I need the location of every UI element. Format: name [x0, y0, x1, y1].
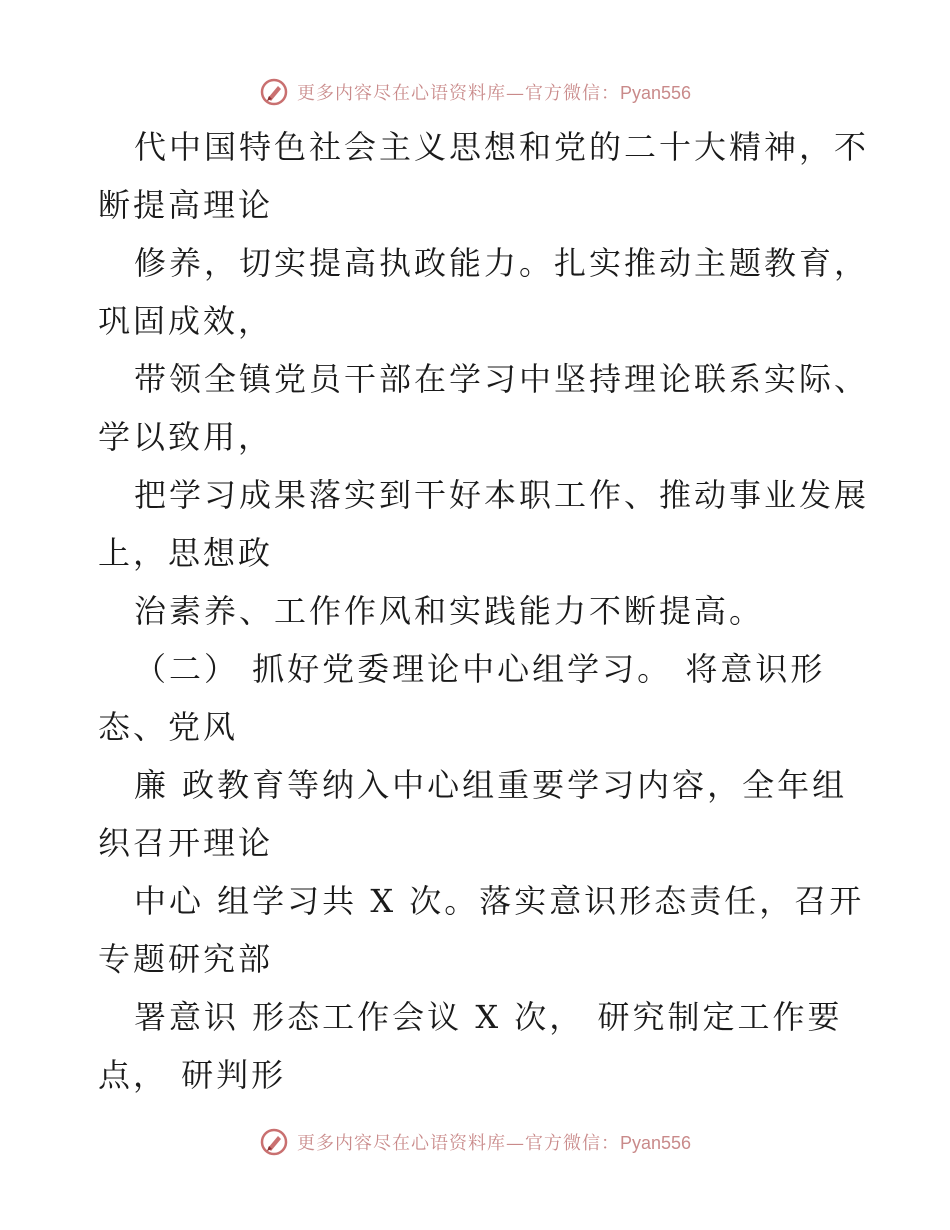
header-watermark — [0, 72, 950, 112]
document-body — [0, 118, 950, 1104]
paragraph-8: 中心 组学习共 X 次。落实意识形态责任，召开 专题研究部 — [98, 882, 865, 978]
paragraph-4: 把学习成果落实到干好本职工作、推动事业发展 上，思想政 — [98, 476, 870, 572]
pen-logo-icon — [259, 77, 289, 107]
paragraph-7: 廉 政教育等纳入中心组重要学习内容，全年组 织召开理论 — [98, 766, 848, 862]
footer-watermark — [0, 1122, 950, 1162]
watermark-text: 更多内容尽在心语资料库—官方微信：Pyan556 — [296, 83, 692, 104]
paragraph-5: 治素养、工作作风和实践能力不断提高。 — [134, 592, 765, 630]
pen-logo-icon — [259, 1127, 289, 1157]
paragraph-2: 修养，切实提高执政能力。扎实推动主题教育， 巩固成效， — [98, 244, 870, 340]
paragraph-3: 带领全镇党员干部在学习中坚持理论联系实际、 学以致用， — [98, 360, 870, 456]
paragraph-9: 署意识 形态工作会议 X 次， 研究制定工作要 点， 研判形 — [98, 998, 843, 1094]
paragraph-6: （二） 抓好党委理论中心组学习。 将意识形 态、党风 — [98, 650, 826, 746]
paragraph-1: 代中国特色社会主义思想和党的二十大精神，不 断提高理论 — [98, 128, 870, 224]
watermark-text: 更多内容尽在心语资料库—官方微信：Pyan556 — [296, 1133, 692, 1154]
